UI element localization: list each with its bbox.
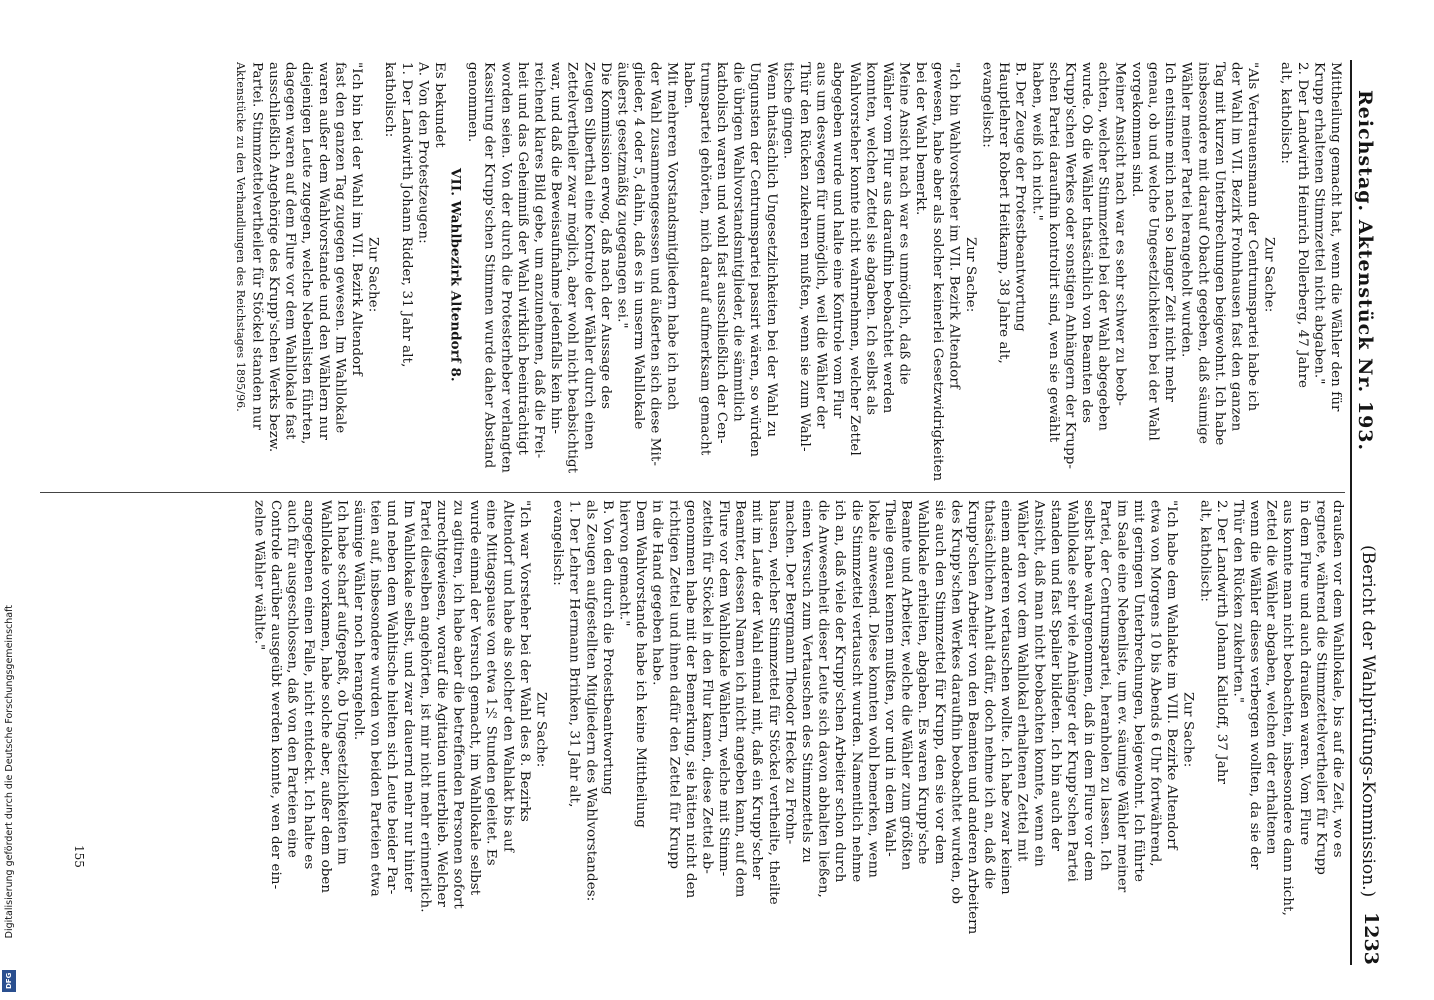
column-right-line: angegebenen einen Falle, nicht entdeckt. Ich halte es bbox=[301, 500, 317, 870]
column-left-line: Hauptlehrer Robert Heitkamp, 38 Jahre alt, bbox=[996, 62, 1012, 364]
column-right-line: wenn die Wähler dieses verbergen wollten, da sie der bbox=[1247, 500, 1263, 870]
column-left-line: der Wahl im VII. Bezirk Frohnhausen fast den ganzen bbox=[1228, 62, 1244, 432]
dfg-logo: DFG bbox=[2, 970, 16, 992]
column-left-line: Wahlvorsteher konnte nicht wahrnehmen, welcher Zettel bbox=[846, 62, 862, 456]
column-left-line: insbesondere mit darauf Obacht gegeben, daß säumige bbox=[1195, 62, 1211, 445]
funding-note: Digitalisierung gefördert durch die Deutsche Forschungsgemeinschaft bbox=[4, 605, 15, 939]
column-right-line: mit im Laufe der Wahl einmal mit, daß ein Krupp'scher bbox=[749, 500, 765, 880]
column-left-line: ausschließlich Angehörige des Krupp'schen Werks bezw. bbox=[266, 62, 281, 453]
column-left-line: Wähler meiner Partei herangeholt wurden. bbox=[1178, 62, 1194, 358]
column-right-line: zetteln für Stöckel in den Flur kamen, diese Zettel ab- bbox=[699, 500, 715, 874]
column-right-line: genommen habe mit der Bemerkung, sie hätten nicht den bbox=[682, 500, 698, 899]
column-left-line: Tag mit kurzen Unterbrechungen beigewohnt. Ich habe bbox=[1211, 62, 1227, 446]
column-right-line: säumige Wähler noch herangeholt. bbox=[350, 500, 366, 741]
column-right-line: Flure vor dem Wahllokale Wählern, welche mit Stimm- bbox=[716, 500, 732, 877]
column-right-line: aus konnte man nicht beobachten, insbesondere dann nicht, bbox=[1280, 500, 1296, 916]
column-right-line: B. Von den durch die Protestbeantwortung bbox=[599, 500, 615, 795]
column-left-line: Meiner Ansicht nach war es sehr schwer zu beob- bbox=[1112, 62, 1128, 406]
column-left-line: B. Der Zeuge der Protestbeantwortung bbox=[1012, 62, 1028, 332]
column-right-line: thatsächlichen Anhalt dafür, doch nehme ich an, daß die bbox=[981, 500, 997, 890]
column-left-line: "Als Vertrauensmann der Centrumspartei habe ich bbox=[1245, 62, 1261, 412]
column-left-line: Kassirung der Krupp'schen Stimmen wurde daher Abstand bbox=[481, 62, 497, 469]
column-left-line: Zur Sache: bbox=[1261, 236, 1277, 313]
column-left-line: Krupp'schen Werkes oder sonstigen Anhängern der Krupp- bbox=[1062, 62, 1078, 470]
column-right-line: Dem Wahlvorstande habe ich keine Mittheilung bbox=[633, 500, 649, 828]
column-right-line: Zettel die Wähler abgaben, welchen der erhaltenen bbox=[1263, 500, 1279, 855]
column-left-line: "Ich bin Wahlvorsteher im VII. Bezirk Altendorf bbox=[946, 62, 962, 389]
column-left-line: wurde. Ob die Wähler thatsächlich von Beamten des bbox=[1079, 62, 1095, 424]
column-right-line: im Saale eine Nebenliste, um ev. säumige Wähler meiner bbox=[1114, 500, 1130, 893]
column-right-line: teien auf, insbesondere wurden von beiden Parteien etwa bbox=[367, 500, 383, 897]
column-left-line: Ich entsinne mich nach so langer Zeit nicht mehr bbox=[1162, 62, 1178, 403]
column-right-line: Wähler den vor dem Wahllokal erhaltenen Zettel mit bbox=[1014, 500, 1030, 862]
column-left-line: bei der Wahl bemerkt. bbox=[913, 62, 929, 216]
column-left-line: trumspartei gehörten, mich darauf aufmerksam gemacht bbox=[697, 62, 713, 456]
column-left-line: Wenn thatsächlich Ungesetzlichkeiten bei der Wahl zu bbox=[763, 62, 779, 438]
column-left-line: Aktenstücke zu den Verhandlungen des Reichstages 1895/96. bbox=[233, 62, 247, 412]
column-left-line: waren außer dem Wahlvorstande und den Wählern nur bbox=[315, 62, 331, 441]
column-right-line: Im Wahllokale selbst, und zwar dauernd mehr nur hinter bbox=[400, 500, 416, 892]
column-left-line: Die Kommission erwog, daß nach der Aussage des bbox=[597, 62, 613, 410]
column-right-line: Ich habe scharf aufgepaßt, ob Ungesetzlichkeiten im bbox=[334, 500, 350, 865]
column-right-line: und neben dem Wahltische hielten sich Leute beider Par- bbox=[384, 500, 400, 895]
column-left-line: evangelisch: bbox=[979, 62, 995, 148]
text-column-left bbox=[48, 62, 1343, 487]
column-right-line: evangelisch: bbox=[550, 500, 566, 586]
column-left-line: katholisch: bbox=[382, 62, 398, 138]
column-right-line: Krupp'schen Arbeiter von den Beamten und anderen Arbeitern bbox=[964, 500, 980, 935]
column-left-line: katholisch waren und wohl fast ausschließlich der Cen- bbox=[714, 62, 730, 444]
column-left-line: 2. Der Landwirth Heinrich Pollerberg, 47 Jahre bbox=[1294, 62, 1310, 389]
column-right-line: Partei dieselben angehörten, ist mir nicht mehr erinnerlich. bbox=[417, 500, 433, 913]
column-right-line: draußen vor dem Wahllokale, bis auf die Zeit, wo es bbox=[1330, 500, 1345, 858]
column-separator bbox=[40, 492, 1345, 493]
column-left-line: Zur Sache: bbox=[962, 236, 978, 313]
column-right-line: wurde einmal der Versuch gemacht, im Wahllokale selbst bbox=[467, 500, 483, 896]
column-left-line: Mit mehreren Vorstandsmitgliedern habe ich nach bbox=[664, 62, 680, 411]
column-right-line: eine Mittagspause von etwa 1½ Stunden geleitet. Es bbox=[483, 500, 499, 866]
column-left-line: vorgekommen sind. bbox=[1128, 62, 1144, 198]
column-right-line: lokale anwesend. Diese konnten wohl bemerken, wenn bbox=[865, 500, 881, 879]
column-left-line: konnten, welchen Zettel sie abgaben. Ich selbst als bbox=[863, 62, 879, 416]
header-rule bbox=[1350, 60, 1352, 965]
column-left-line: Partei. Stimmzettelvertheiler für Stöckel standen nur bbox=[249, 62, 265, 431]
column-right-line: zu agitiren, ich habe aber die betreffenden Personen sofort bbox=[450, 500, 466, 909]
column-right-line: Beamter, dessen Namen ich nicht angeben kann, auf dem bbox=[732, 500, 748, 898]
column-right-line: zelne Wähler wählte." bbox=[251, 500, 267, 651]
column-left-line: aus um deswegen für unmöglich, weil die Wähler der bbox=[813, 62, 829, 429]
column-right-line: als Zeugen aufgestellten Mitgliedern des Wahlvorstandes: bbox=[583, 500, 599, 902]
column-left-line: Es bekundet bbox=[431, 62, 447, 148]
column-right-line: des Krupp'schen Werkes daraufhin beobachtet wurden, ob bbox=[948, 500, 964, 905]
column-left-line: gewesen, habe aber als solcher keinerlei Gesetzwidrigkeiten bbox=[929, 62, 945, 482]
column-right-line: etwa von Morgens 10 bis Abends 6 Uhr fortwährend, bbox=[1147, 500, 1163, 867]
column-right-line: ich an, daß viele der Krupp'schen Arbeiter schon durch bbox=[832, 500, 848, 883]
column-right-line: richtigen Zettel und ihnen dafür den Zettel für Krupp bbox=[666, 500, 682, 870]
running-header-left: Reichstag. Aktenstück Nr. 193. bbox=[1354, 90, 1376, 452]
column-right-line: Wahllokale vorkamen, habe solche aber, außer dem oben bbox=[317, 500, 333, 894]
column-left-line: achten, welcher Stimmzettel bei der Wahl abgegeben bbox=[1095, 62, 1111, 431]
column-right-line: Zur Sache: bbox=[533, 692, 549, 768]
column-right-line: die Anwesenheit dieser Leute sich davon abhalten ließen, bbox=[815, 500, 831, 898]
column-right-line: Wahllokale erhielten, abgaben. Es waren Krupp'sche bbox=[915, 500, 931, 865]
column-right-line: zurechtgewiesen, worauf die Agitation unterblieb. Welcher bbox=[433, 500, 449, 908]
column-left-line: Zettelvertheiler zwar möglich, aber wohl nicht beabsichtigt bbox=[564, 62, 580, 474]
column-right-line: hausen, welcher Stimmzettel für Stöckel vertheilte, theilte bbox=[765, 500, 781, 905]
column-left-line: tische gingen. bbox=[780, 62, 796, 160]
column-right-line: alt, katholisch: bbox=[1197, 500, 1213, 602]
column-left-line: der Wahl zusammengesessen und äußerten sich diese Mit- bbox=[647, 62, 663, 467]
column-left-line: genau, ob und welche Ungesetzlichkeiten bei der Wahl bbox=[1145, 62, 1161, 441]
column-right-line: in dem Flure und auch draußen waren. Vom Flure bbox=[1296, 500, 1312, 846]
column-left-line: VII. Wahlbezirk Altendorf 8. bbox=[447, 167, 464, 382]
column-left-line: Krupp erhaltenen Stimmzettel nicht abgaben." bbox=[1311, 62, 1327, 385]
column-left-line: "Ich bin bei der Wahl im VII. Bezirk Altendorf bbox=[348, 62, 364, 376]
column-right-line: die Stimmzettel vertauscht wurden. Namentlich nehme bbox=[848, 500, 864, 883]
column-left-line: Mittheilung gemacht hat, wenn die Wähler den für bbox=[1328, 62, 1343, 412]
column-left-line: schen Partei daraufhin kontrolirt sind, wen sie gewählt bbox=[1045, 62, 1061, 443]
column-right-line: Zur Sache: bbox=[1180, 692, 1196, 768]
column-right-line: hiervon gemacht." bbox=[616, 500, 632, 627]
column-right-line: Thür den Rücken zukehrten." bbox=[1230, 500, 1246, 704]
column-right-line: Beamte und Arbeiter, welche die Wähler zum größten bbox=[898, 500, 914, 871]
column-left-line: 1. Der Landwirth Johann Ridder, 31 Jahr alt, bbox=[398, 62, 414, 368]
page-number-top: 1233 bbox=[1360, 912, 1382, 965]
column-left-line: genommen. bbox=[465, 62, 481, 143]
column-left-line: haben, weiß ich nicht." bbox=[1029, 62, 1045, 221]
column-right-line: 1. Der Lehrer Hermann Brinken, 31 Jahr alt, bbox=[566, 500, 582, 808]
column-left-line: die übrigen Wahlvorstandsmitglieder, die sämmtlich bbox=[730, 62, 746, 422]
column-right-line: in die Hand gegeben habe. bbox=[649, 500, 665, 686]
column-right-line: Controle darüber ausgeübt werden konnte, wen der ein- bbox=[268, 500, 283, 890]
column-left-line: abgegeben wurde und halte eine Kontrole vom Flur bbox=[830, 62, 846, 419]
column-right-line: Partei, der Centrumspartei, heranholen zu lassen. Ich bbox=[1097, 500, 1113, 871]
column-right-line: mit geringen Unterbrechungen, beigewohnt. Ich führte bbox=[1130, 500, 1146, 883]
column-left-line: reichend klares Bild gebe, um anzunehmen, daß die Frei- bbox=[531, 62, 547, 459]
column-left-line: haben. bbox=[680, 62, 696, 109]
column-left-line: heit und das Geheimniß der Wahl wirklich beeinträchtigt bbox=[514, 62, 530, 455]
page-number-bottom: 155 bbox=[72, 845, 86, 868]
column-right-line: selbst habe wahrgenommen, daß in dem Flure vor dem bbox=[1081, 500, 1097, 882]
column-left-line: worden seien. Von der durch die Protesterheber verlangten bbox=[498, 62, 514, 474]
column-left-line: A. Von den Protestzeugen: bbox=[415, 62, 431, 244]
column-left-line: fast den ganzen Tag zugegen gewesen. Im Wahllokale bbox=[332, 62, 348, 434]
column-left-line: war, und daß die Beweisaufnahme jedenfalls kein hin- bbox=[548, 62, 564, 435]
column-right-line: standen und fast Spalier bildeten. Ich bin auch der bbox=[1047, 500, 1063, 852]
column-left-line: Meine Ansicht nach war es unmöglich, daß die bbox=[896, 62, 912, 385]
column-left-line: diejenigen Leute zugegen, welche Nebenlisten führten, bbox=[299, 62, 315, 445]
text-column-right bbox=[95, 500, 1345, 960]
column-right-line: Wahllokale sehr viele Anhänger der Krupp'schen Partei bbox=[1064, 500, 1080, 882]
column-left-line: glieder, 4 oder 5, dahin, daß es in unserm Wahllokale bbox=[631, 62, 647, 430]
column-right-line: "Ich habe dem Wahlakte im VIII. Bezirke Altendorf bbox=[1164, 500, 1180, 850]
column-right-line: auch für ausgeschlossen, daß von den Parteien eine bbox=[284, 500, 300, 858]
column-left-line: Zur Sache: bbox=[365, 236, 381, 313]
column-right-line: machen. Der Bergmann Theodor Hecke zu Frohn- bbox=[782, 500, 798, 845]
column-left-line: Wähler vom Flur aus daraufhin beobachtet werden bbox=[879, 62, 895, 414]
column-right-line: sie auch den Stimmzettel für Krupp, den sie vor dem bbox=[931, 500, 947, 865]
column-right-line: Theile genau kennen mußten, vor und in dem Wahl- bbox=[881, 500, 897, 857]
column-right-line: 2. Der Landwirth Johann Kaltloff, 37 Jahr bbox=[1213, 500, 1229, 785]
column-right-line: Ansicht, daß man nicht beobachten konnte, wenn ein bbox=[1031, 500, 1047, 867]
column-left-line: Thür den Rücken zukehren mußten, wenn sie zum Wahl- bbox=[797, 62, 812, 452]
column-left-line: alt, katholisch: bbox=[1278, 62, 1294, 164]
column-left-line: dagegen waren auf dem Flure vor dem Wahllokale fast bbox=[282, 62, 298, 440]
running-header-right: (Bericht der Wahlprüfungs-Kommission.) bbox=[1358, 545, 1378, 898]
column-left-line: Zeugen Silberthal eine Kontrole der Wähler durch einen bbox=[581, 62, 597, 451]
column-left-line: äußerst gesetzmäßig zugegangen sei." bbox=[614, 62, 630, 329]
column-right-line: Altendorf und habe als solcher den Wahlakt bis auf bbox=[500, 500, 516, 853]
column-right-line: einen Versuch zum Vertauschen des Stimmzettels zu bbox=[799, 500, 814, 863]
column-right-line: regnete, während die Stimmzettelvertheiler für Krupp bbox=[1313, 500, 1329, 875]
column-left-line: Ungunsten der Centrumspartei passirt wären, so würden bbox=[747, 62, 763, 458]
column-right-line: "Ich war Vorsteher bei der Wahl des 8. Bezirks bbox=[516, 500, 532, 822]
column-right-line: einem anderen vertauschen wollte. Ich habe zwar keinen bbox=[998, 500, 1014, 895]
